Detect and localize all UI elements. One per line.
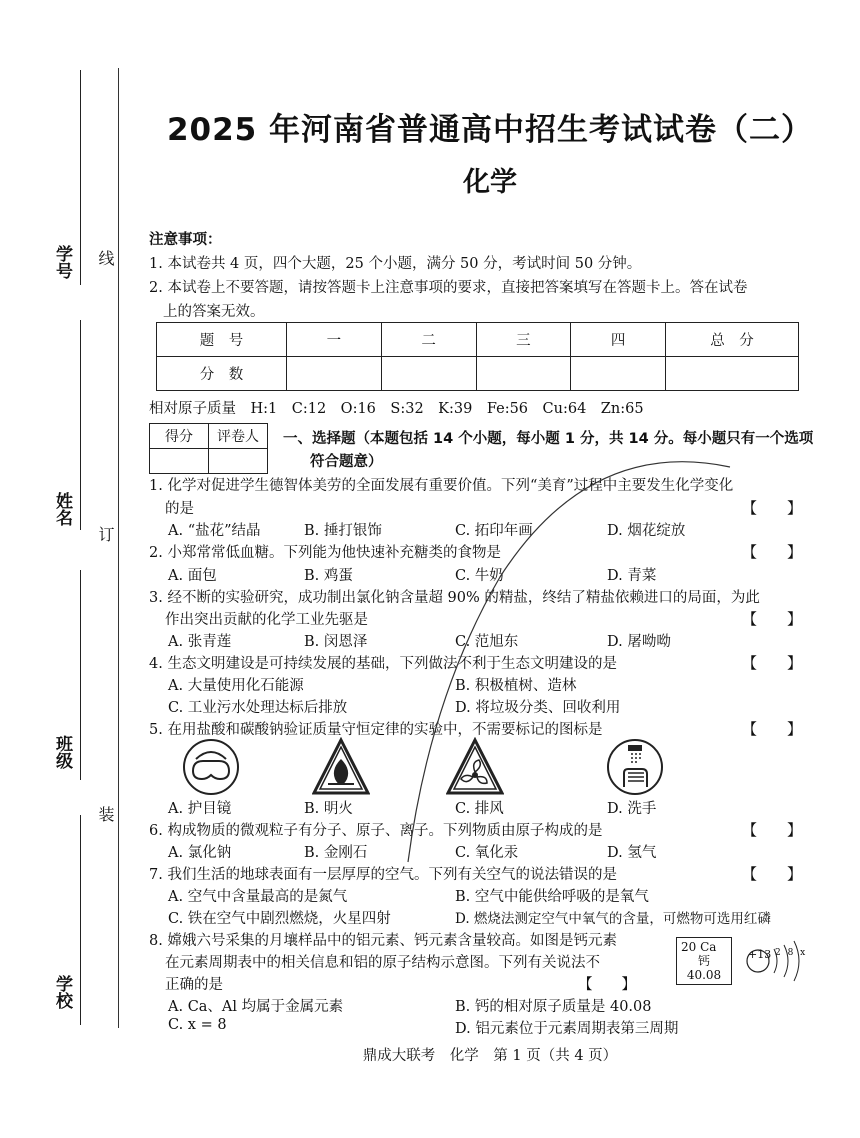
option: B. 明火	[304, 801, 353, 817]
notice-item: 2. 本试卷上不要答题，请按答题卡上注意事项的要求，直接把答案填写在答题卡上。答在试卷	[149, 280, 748, 296]
option: D. 烟花绽放	[607, 523, 686, 539]
option: D. 燃烧法测定空气中氧气的含量，可燃物可选用红磷	[455, 911, 771, 927]
school-label: 学校	[52, 975, 72, 1009]
option: A. 空气中含量最高的是氮气	[168, 889, 348, 905]
binding-mark-bind: 装	[96, 806, 115, 822]
grader-box	[149, 423, 268, 474]
answer-bracket: 【 】	[741, 543, 802, 561]
option: A. 护目镜	[168, 801, 232, 817]
option: B. 捶打银饰	[304, 523, 382, 539]
option: D. 氢气	[607, 845, 657, 861]
section-heading: 一、选择题（本题包括 14 个小题，每小题 1 分，共 14 分。每小题只有一个选项	[283, 431, 814, 447]
score-table	[156, 322, 799, 391]
answer-bracket: 【 】	[741, 865, 802, 883]
element-number: 20	[681, 940, 697, 954]
element-name: 钙	[697, 954, 710, 968]
score-cell[interactable]	[666, 357, 799, 391]
option: C. 工业污水处理达标后排放	[168, 700, 348, 716]
aluminum-atom-diagram-icon	[744, 937, 804, 985]
option: C. 范旭东	[455, 634, 519, 650]
score-cell[interactable]	[476, 357, 571, 391]
option: A. 面包	[168, 568, 217, 584]
option: D. 铝元素位于元素周期表第三周期	[455, 1021, 679, 1037]
page-title: 2025 年河南省普通高中招生考试试卷（二）	[166, 112, 814, 148]
score-table-row-label: 分 数	[157, 357, 287, 391]
subject-title: 化学	[463, 167, 517, 198]
option: D. 屠呦呦	[607, 634, 671, 650]
binding-margin-line	[118, 68, 119, 1028]
pen-stroke	[400, 455, 760, 865]
option: B. 鸡蛋	[304, 568, 353, 584]
page-footer: 鼎成大联考 化学 第 1 页（共 4 页）	[362, 1048, 618, 1064]
student-id-field[interactable]	[80, 70, 81, 285]
option: A. “盐花”结晶	[168, 523, 261, 539]
option: C. 排风	[455, 801, 504, 817]
element-symbol: Ca	[700, 940, 717, 954]
question-3-stem: 作出突出贡献的化学工业先驱是	[165, 612, 368, 628]
question-6-stem: 6. 构成物质的微观粒子有分子、原子、离子。下列物质由原子构成的是	[149, 823, 603, 839]
grader-reviewer-cell[interactable]	[209, 449, 268, 474]
option: B. 钙的相对原子质量是 40.08	[455, 999, 652, 1015]
score-table-header: 题 号	[157, 323, 287, 357]
score-table-header: 总 分	[666, 323, 799, 357]
option: D. 将垃圾分类、回收利用	[455, 700, 621, 716]
question-2-stem: 2. 小郑常常低血糖。下列能为他快速补充糖类的食物是	[149, 545, 501, 561]
answer-bracket: 【 】	[741, 654, 802, 672]
calcium-element-card	[676, 937, 732, 985]
question-8-stem: 正确的是	[165, 977, 223, 993]
score-table-header: 二	[381, 323, 476, 357]
question-1-stem: 1. 化学对促进学生德智体美劳的全面发展有重要价值。下列“美育”过程中主要发生化学变化	[149, 478, 734, 494]
score-cell[interactable]	[571, 357, 666, 391]
option: B. 空气中能供给呼吸的是氧气	[455, 889, 649, 905]
score-table-header: 一	[287, 323, 382, 357]
question-8-stem: 在元素周期表中的相关信息和铝的原子结构示意图。下列有关说法不	[165, 955, 600, 971]
grader-score-cell[interactable]	[150, 449, 209, 474]
student-id-label: 学号	[52, 245, 72, 279]
option: A. 氯化钠	[168, 845, 232, 861]
option: A. 张青莲	[168, 634, 232, 650]
class-field[interactable]	[80, 570, 81, 780]
section-heading-cont: 符合题意）	[310, 454, 383, 470]
answer-bracket: 【 】	[741, 821, 802, 839]
option: C. 牛奶	[455, 568, 504, 584]
question-7-stem: 7. 我们生活的地球表面有一层厚厚的空气。下列有关空气的说法错误的是	[149, 867, 617, 883]
notice-item: 1. 本试卷共 4 页，四个大题，25 个小题，满分 50 分，考试时间 50 分钟。	[149, 256, 642, 272]
element-mass: 40.08	[686, 968, 722, 982]
answer-bracket: 【 】	[741, 499, 802, 517]
notice-item: 上的答案无效。	[163, 304, 265, 320]
school-field[interactable]	[80, 815, 81, 1025]
option: B. 积极植树、造林	[455, 678, 577, 694]
question-8-stem: 8. 嫦娥六号采集的月壤样品中的铝元素、钙元素含量较高。如图是钙元素	[149, 933, 617, 949]
option: D. 青菜	[607, 568, 657, 584]
question-5-stem: 5. 在用盐酸和碳酸钠验证质量守恒定律的实验中，不需要标记的图标是	[149, 722, 603, 738]
question-1-stem: 的是	[165, 501, 194, 517]
binding-mark-staple: 订	[96, 526, 115, 542]
name-label: 姓名	[52, 492, 72, 526]
binding-mark-line: 线	[96, 250, 115, 266]
score-table-header: 三	[476, 323, 571, 357]
name-field[interactable]	[80, 320, 81, 530]
atom-shells: 2 8 x	[775, 948, 808, 958]
question-3-stem: 3. 经不断的实验研究，成功制出氯化钠含量超 90% 的精盐，终结了精盐依赖进口的局面，为此	[149, 590, 760, 606]
option: B. 金刚石	[304, 845, 368, 861]
answer-bracket: 【 】	[741, 610, 802, 628]
goggles-icon	[182, 737, 240, 797]
answer-bracket: 【 】	[578, 977, 636, 993]
class-label: 班级	[52, 735, 72, 769]
atom-nucleus: +13	[748, 948, 772, 961]
option: B. 闵恩泽	[304, 634, 368, 650]
option: C. 铁在空气中剧烈燃烧，火星四射	[168, 911, 391, 927]
grader-reviewer-label: 评卷人	[209, 424, 268, 449]
option: C. 拓印年画	[455, 523, 533, 539]
score-table-header: 四	[571, 323, 666, 357]
option: C. x = 8	[168, 1017, 227, 1033]
option: A. Ca、Al 均属于金属元素	[168, 999, 344, 1015]
question-4-stem: 4. 生态文明建设是可持续发展的基础，下列做法不利于生态文明建设的是	[149, 656, 617, 672]
notice-heading: 注意事项：	[149, 232, 222, 248]
score-cell[interactable]	[381, 357, 476, 391]
grader-score-label: 得分	[150, 424, 209, 449]
option: A. 大量使用化石能源	[168, 678, 304, 694]
open-flame-icon	[312, 737, 370, 797]
option: C. 氧化汞	[455, 845, 519, 861]
atomic-mass-line: 相对原子质量 H:1 C:12 O:16 S:32 K:39 Fe:56 Cu:64 Zn:65	[149, 401, 644, 417]
answer-bracket: 【 】	[741, 720, 802, 738]
option: D. 洗手	[607, 801, 657, 817]
score-cell[interactable]	[287, 357, 382, 391]
